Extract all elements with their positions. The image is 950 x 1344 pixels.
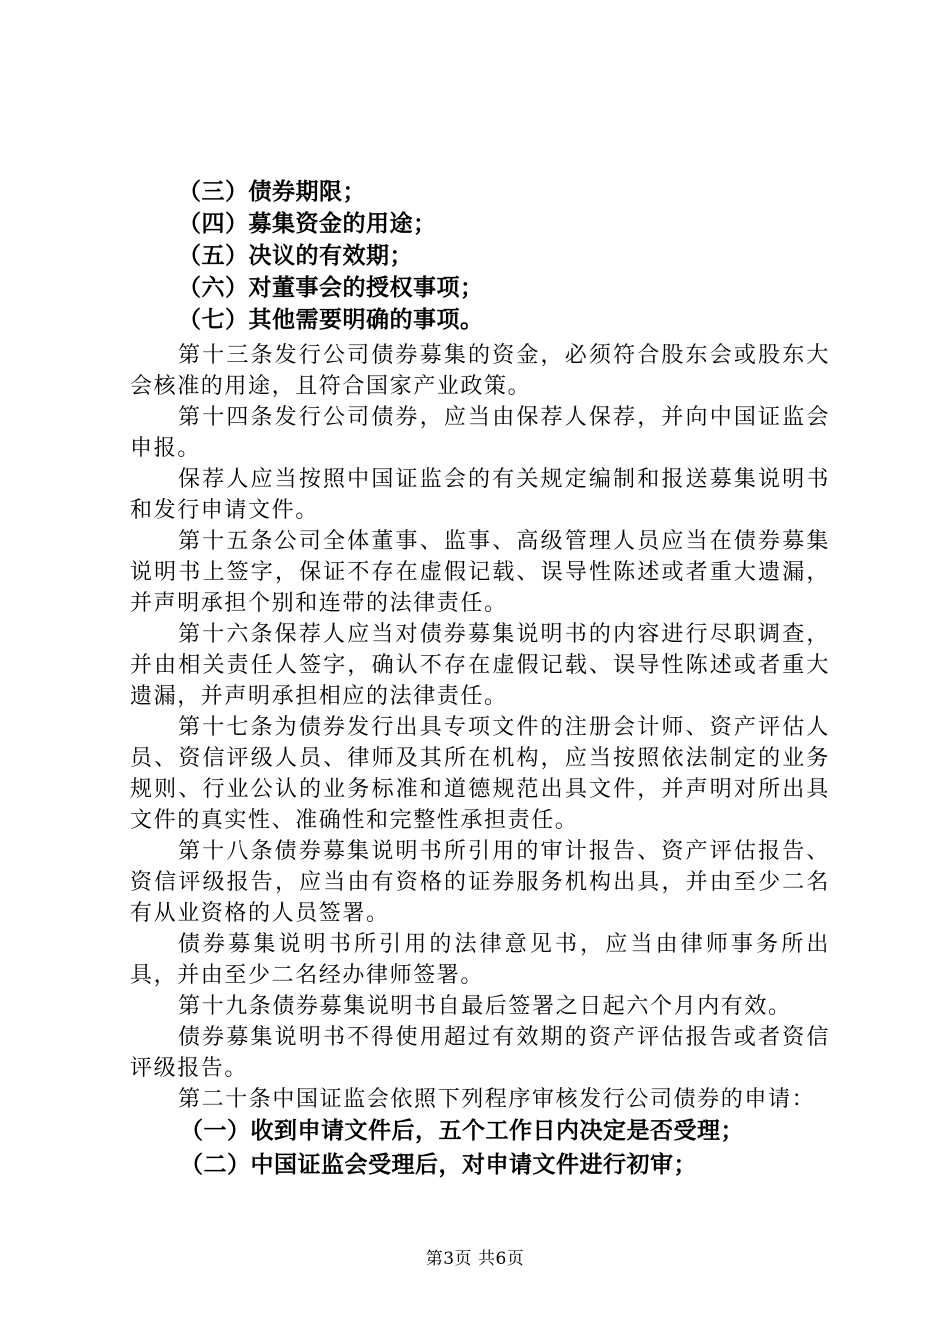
article-19: 第十九条债券募集说明书自最后签署之日起六个月内有效。 <box>178 994 792 1019</box>
list-item: （二）中国证监会受理后，对申请文件进行初审； <box>180 1152 697 1178</box>
article-15: 第十五条公司全体董事、监事、高级管理人员应当在债券募集说明书上签字，保证不存在虚假记载、误导性陈述或者重大遗漏，并声明承担个别和连带的法律责任。 <box>130 529 830 616</box>
article-17: 第十七条为债券发行出具专项文件的注册会计师、资产评估人员、资信评级人员、律师及其所在机构，应当按照依法制定的业务规则、行业公认的业务标准和道德规范出具文件，并声明对所出具文件的真实性、准确性和完整性承担责任。 <box>130 715 830 833</box>
list-item: （六）对董事会的授权事项； <box>178 275 484 301</box>
page-body <box>130 176 830 1183</box>
list-item: （五）决议的有效期； <box>178 243 413 269</box>
paragraph: 保荐人应当按照中国证监会的有关规定编制和报送募集说明书和发行申请文件。 <box>130 467 830 523</box>
paragraph: 债券募集说明书所引用的法律意见书，应当由律师事务所出具，并由至少二名经办律师签署。 <box>130 932 830 988</box>
article-13: 第十三条发行公司债券募集的资金，必须符合股东会或股东大会核准的用途，且符合国家产业政策。 <box>130 343 830 399</box>
list-item: （四）募集资金的用途； <box>178 211 437 237</box>
article-20: 第二十条中国证监会依照下列程序审核发行公司债券的申请： <box>178 1087 816 1112</box>
paragraph: 债券募集说明书不得使用超过有效期的资产评估报告或者资信评级报告。 <box>130 1025 830 1081</box>
article-18: 第十八条债券募集说明书所引用的审计报告、资产评估报告、资信评级报告，应当由有资格的证券服务机构出具，并由至少二名有从业资格的人员签署。 <box>130 839 830 926</box>
list-item: （七）其他需要明确的事项。 <box>178 307 484 333</box>
page-number-footer: 第3页 共6页 <box>425 1249 525 1269</box>
article-14: 第十四条发行公司债券，应当由保荐人保荐，并向中国证监会申报。 <box>130 405 830 461</box>
article-16: 第十六条保荐人应当对债券募集说明书的内容进行尽职调查，并由相关责任人签字，确认不存在虚假记载、误导性陈述或者重大遗漏，并声明承担相应的法律责任。 <box>130 622 830 709</box>
list-item: （一）收到申请文件后，五个工作日内决定是否受理； <box>180 1118 744 1144</box>
list-item: （三）债券期限； <box>178 179 366 205</box>
